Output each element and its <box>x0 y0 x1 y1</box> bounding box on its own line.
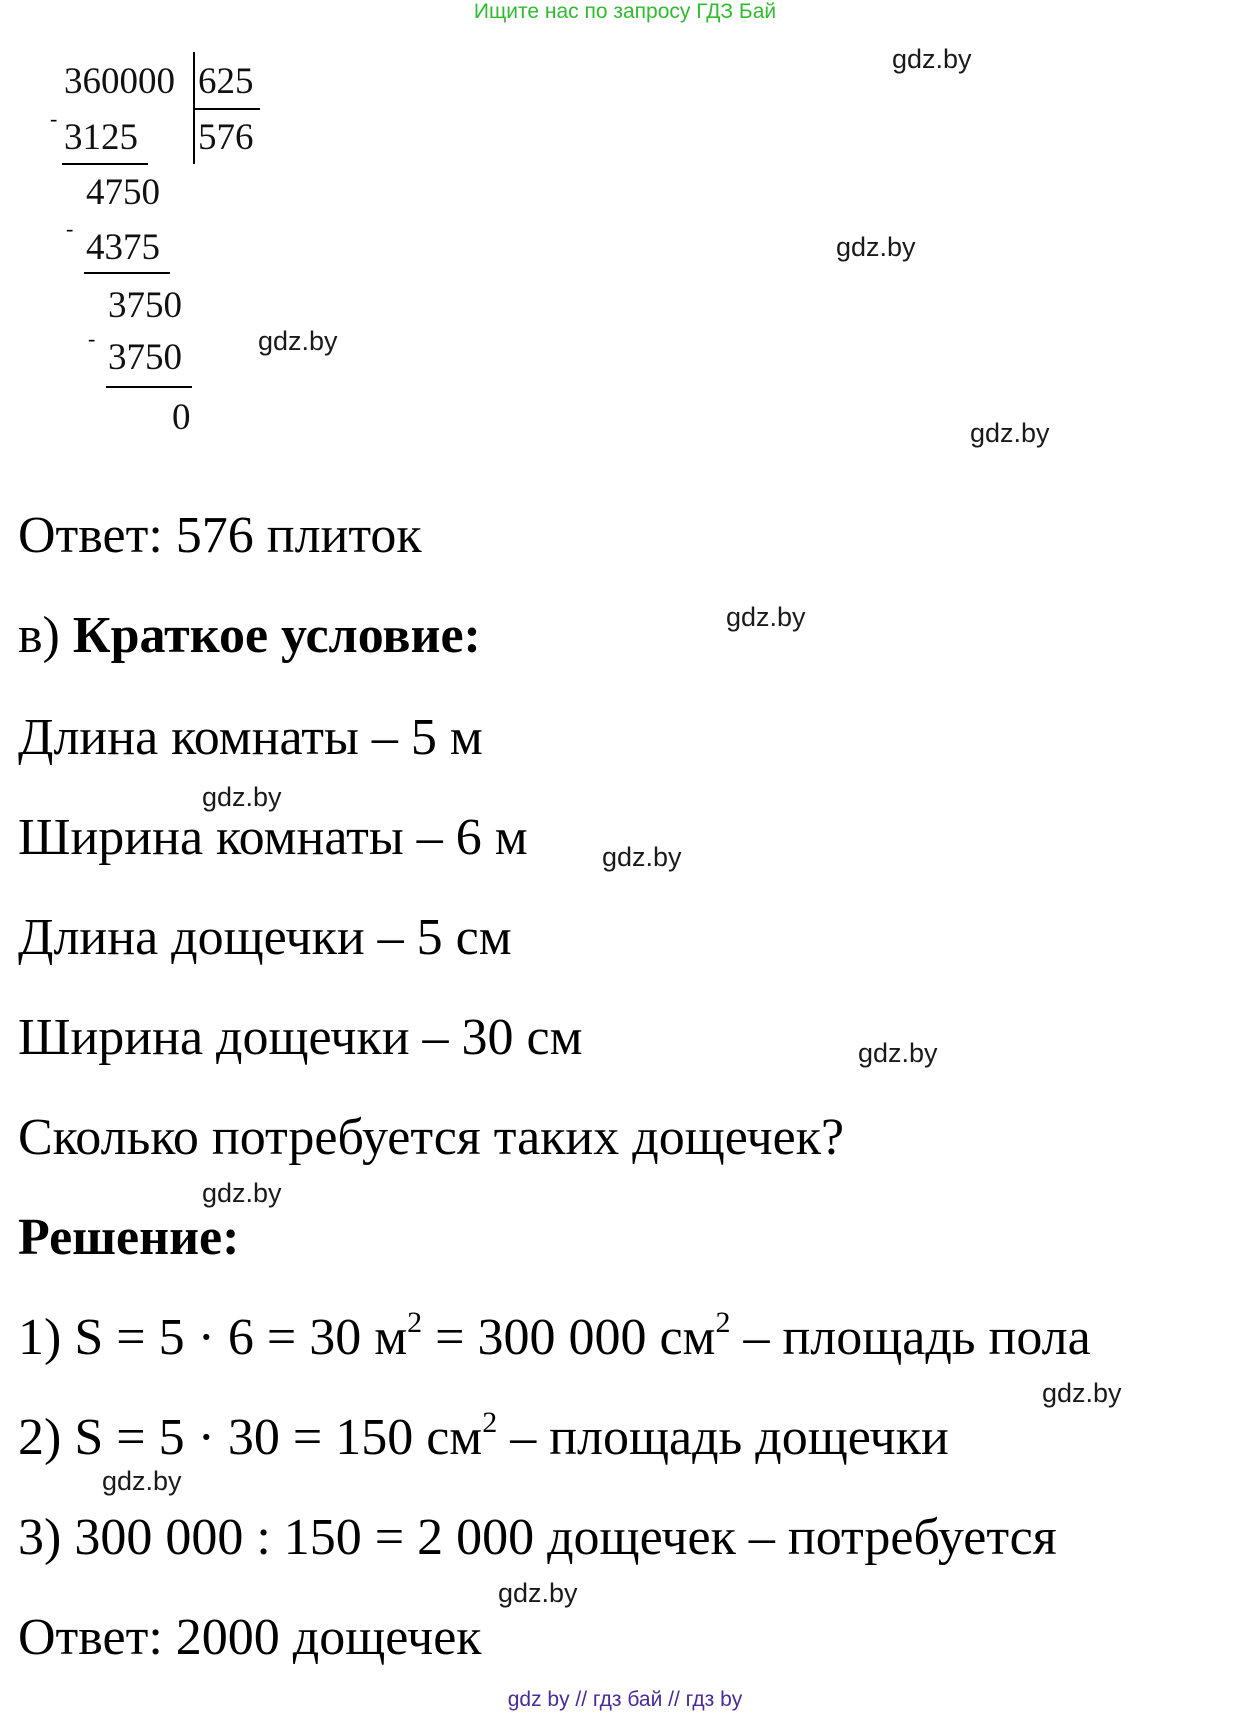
condition-question: Сколько потребуется таких дощечек? <box>18 1109 845 1166</box>
minus-sign: - <box>88 326 96 351</box>
division-step-remainder: 4750 <box>86 172 160 213</box>
watermark-text: gdz.by <box>102 1466 182 1496</box>
division-final-remainder: 0 <box>172 397 191 438</box>
solution-step-3: 3) 300 000 : 150 = 2 000 дощечек – потребуется <box>18 1509 1057 1566</box>
section-v-title: Краткое условие: <box>72 607 481 664</box>
quotient: 576 <box>198 117 254 158</box>
step-2-formula: 2) S = 5 · 30 = 150 см <box>18 1409 483 1466</box>
superscript: 2 <box>482 1405 498 1439</box>
section-v-prefix: в) <box>18 607 60 664</box>
watermark-text: gdz.by <box>836 232 916 262</box>
watermark-text: gdz.by <box>258 326 338 356</box>
divisor: 625 <box>198 61 254 102</box>
watermark-text: gdz.by <box>726 602 806 632</box>
step-1-description: – площадь пола <box>730 1309 1091 1366</box>
division-step-subtrahend: 3750 <box>108 337 182 378</box>
watermark-text: gdz.by <box>202 782 282 812</box>
minus-sign: - <box>50 106 58 131</box>
step-1-conversion: = 300 000 см <box>422 1309 716 1366</box>
watermark-text: gdz.by <box>1042 1378 1122 1408</box>
step-2-description: – площадь дощечки <box>497 1409 949 1466</box>
watermark-text: gdz.by <box>202 1178 282 1208</box>
search-hint-header: Ищите нас по запросу ГДЗ Бай <box>473 0 777 23</box>
division-step-line <box>62 163 148 165</box>
watermark-text: gdz.by <box>498 1578 578 1608</box>
watermark-text: gdz.by <box>970 418 1050 448</box>
dividend: 360000 <box>64 61 175 102</box>
minus-sign: - <box>66 216 74 241</box>
superscript: 2 <box>407 1305 423 1339</box>
answer-2: Ответ: 2000 дощечек <box>18 1609 482 1666</box>
condition-line: Длина комнаты – 5 м <box>18 709 483 766</box>
watermark-text: gdz.by <box>602 842 682 872</box>
superscript: 2 <box>715 1305 731 1339</box>
section-v-heading <box>18 606 481 666</box>
condition-line: Длина дощечки – 5 см <box>18 909 512 966</box>
answer-1: Ответ: 576 плиток <box>18 507 422 564</box>
division-step-subtrahend: 3125 <box>64 117 138 158</box>
watermark-text: gdz.by <box>892 44 972 74</box>
solution-step-1 <box>18 1305 1091 1368</box>
footer-links: gdz by // гдз бай // гдз by <box>507 1688 743 1711</box>
division-step-subtrahend: 4375 <box>86 227 160 268</box>
solution-step-2 <box>18 1405 949 1468</box>
step-1-formula: 1) S = 5 · 6 = 30 м <box>18 1309 408 1366</box>
watermark-text: gdz.by <box>858 1038 938 1068</box>
condition-line: Ширина комнаты – 6 м <box>18 809 528 866</box>
solution-title: Решение: <box>18 1209 240 1266</box>
condition-line: Ширина дощечки – 30 см <box>18 1009 583 1066</box>
division-step-line <box>106 386 192 388</box>
divisor-underline <box>194 108 260 110</box>
division-step-remainder: 3750 <box>108 285 182 326</box>
division-step-line <box>84 272 170 274</box>
